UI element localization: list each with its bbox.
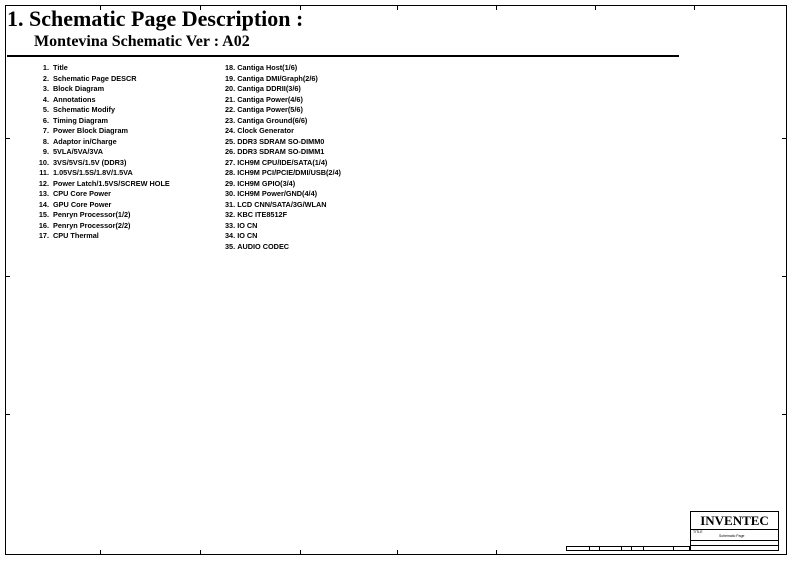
list-item: 8. Adaptor in/Charge bbox=[42, 136, 117, 146]
list-item: 24. Clock Generator bbox=[225, 126, 294, 135]
list-item: 30. ICH9M Power/GND(4/4) bbox=[225, 189, 318, 198]
title-block-divider bbox=[691, 540, 778, 541]
title-block-label: TITLE bbox=[693, 530, 703, 534]
list-item: 5. Schematic Modify bbox=[42, 105, 116, 114]
list-item: 9. 5VLA/5VA/3VA bbox=[42, 147, 104, 156]
list-item: 31. LCD CNN/SATA/3G/WLAN bbox=[225, 199, 327, 209]
list-item: 25. DDR3 SDRAM SO-DIMM0 bbox=[225, 136, 325, 146]
list-item: 22. Cantiga Power(5/6) bbox=[225, 105, 303, 114]
list-item: 19. Cantiga DMI/Graph(2/6) bbox=[225, 73, 318, 83]
page-list-right bbox=[225, 63, 341, 252]
list-item: 18. Cantiga Host(1/6) bbox=[225, 63, 298, 72]
list-item: 27. ICH9M CPU/IDE/SATA(1/4) bbox=[225, 157, 328, 167]
list-item: 3. Block Diagram bbox=[42, 84, 105, 93]
title-block-divider bbox=[691, 545, 778, 546]
list-item: 11. 1.05VS/1.5S/1.8V/1.5VA bbox=[39, 168, 133, 177]
list-item: 34. IO CN bbox=[225, 231, 258, 240]
title-block-page-name: Schematic Page bbox=[719, 534, 745, 538]
list-item: 2. Schematic Page DESCR bbox=[42, 73, 137, 83]
list-item: 15. Penryn Processor(1/2) bbox=[38, 210, 131, 219]
list-item: 28. ICH9M PCI/PCIE/DMI/USB(2/4) bbox=[225, 168, 341, 177]
title-block bbox=[690, 511, 779, 551]
company-name: INVENTEC bbox=[691, 513, 778, 530]
list-item: 6. Timing Diagram bbox=[42, 115, 109, 125]
list-item: 32. KBC ITE8512F bbox=[225, 210, 288, 219]
list-item: 7. Power Block Diagram bbox=[42, 126, 129, 135]
list-item: 4. Annotations bbox=[42, 94, 96, 104]
page-title: 1. Schematic Page Description : bbox=[7, 6, 304, 31]
list-item: 33. IO CN bbox=[225, 220, 258, 230]
list-item: 23. Cantiga Ground(6/6) bbox=[225, 115, 308, 125]
list-item: 10. 3VS/5VS/1.5V (DDR3) bbox=[38, 157, 127, 167]
list-item: 35. AUDIO CODEC bbox=[225, 241, 290, 251]
title-underline bbox=[7, 55, 679, 57]
list-item: 14. GPU Core Power bbox=[38, 199, 112, 209]
list-item: 21. Cantiga Power(4/6) bbox=[225, 94, 303, 104]
page-list-left bbox=[38, 63, 170, 242]
list-item: 17. CPU Thermal bbox=[38, 231, 99, 240]
list-item: 29. ICH9M GPIO(3/4) bbox=[225, 178, 296, 188]
list-item: 20. Cantiga DDRII(3/6) bbox=[225, 84, 301, 93]
list-item: 12. Power Latch/1.5VS/SCREW HOLE bbox=[38, 178, 170, 188]
revision-strip bbox=[566, 546, 690, 551]
list-item: 1. Title bbox=[42, 63, 68, 72]
page-subtitle: Montevina Schematic Ver : A02 bbox=[34, 33, 250, 50]
list-item: 16. Penryn Processor(2/2) bbox=[38, 220, 131, 230]
list-item: 26. DDR3 SDRAM SO-DIMM1 bbox=[225, 147, 325, 156]
list-item: 13. CPU Core Power bbox=[38, 189, 111, 198]
